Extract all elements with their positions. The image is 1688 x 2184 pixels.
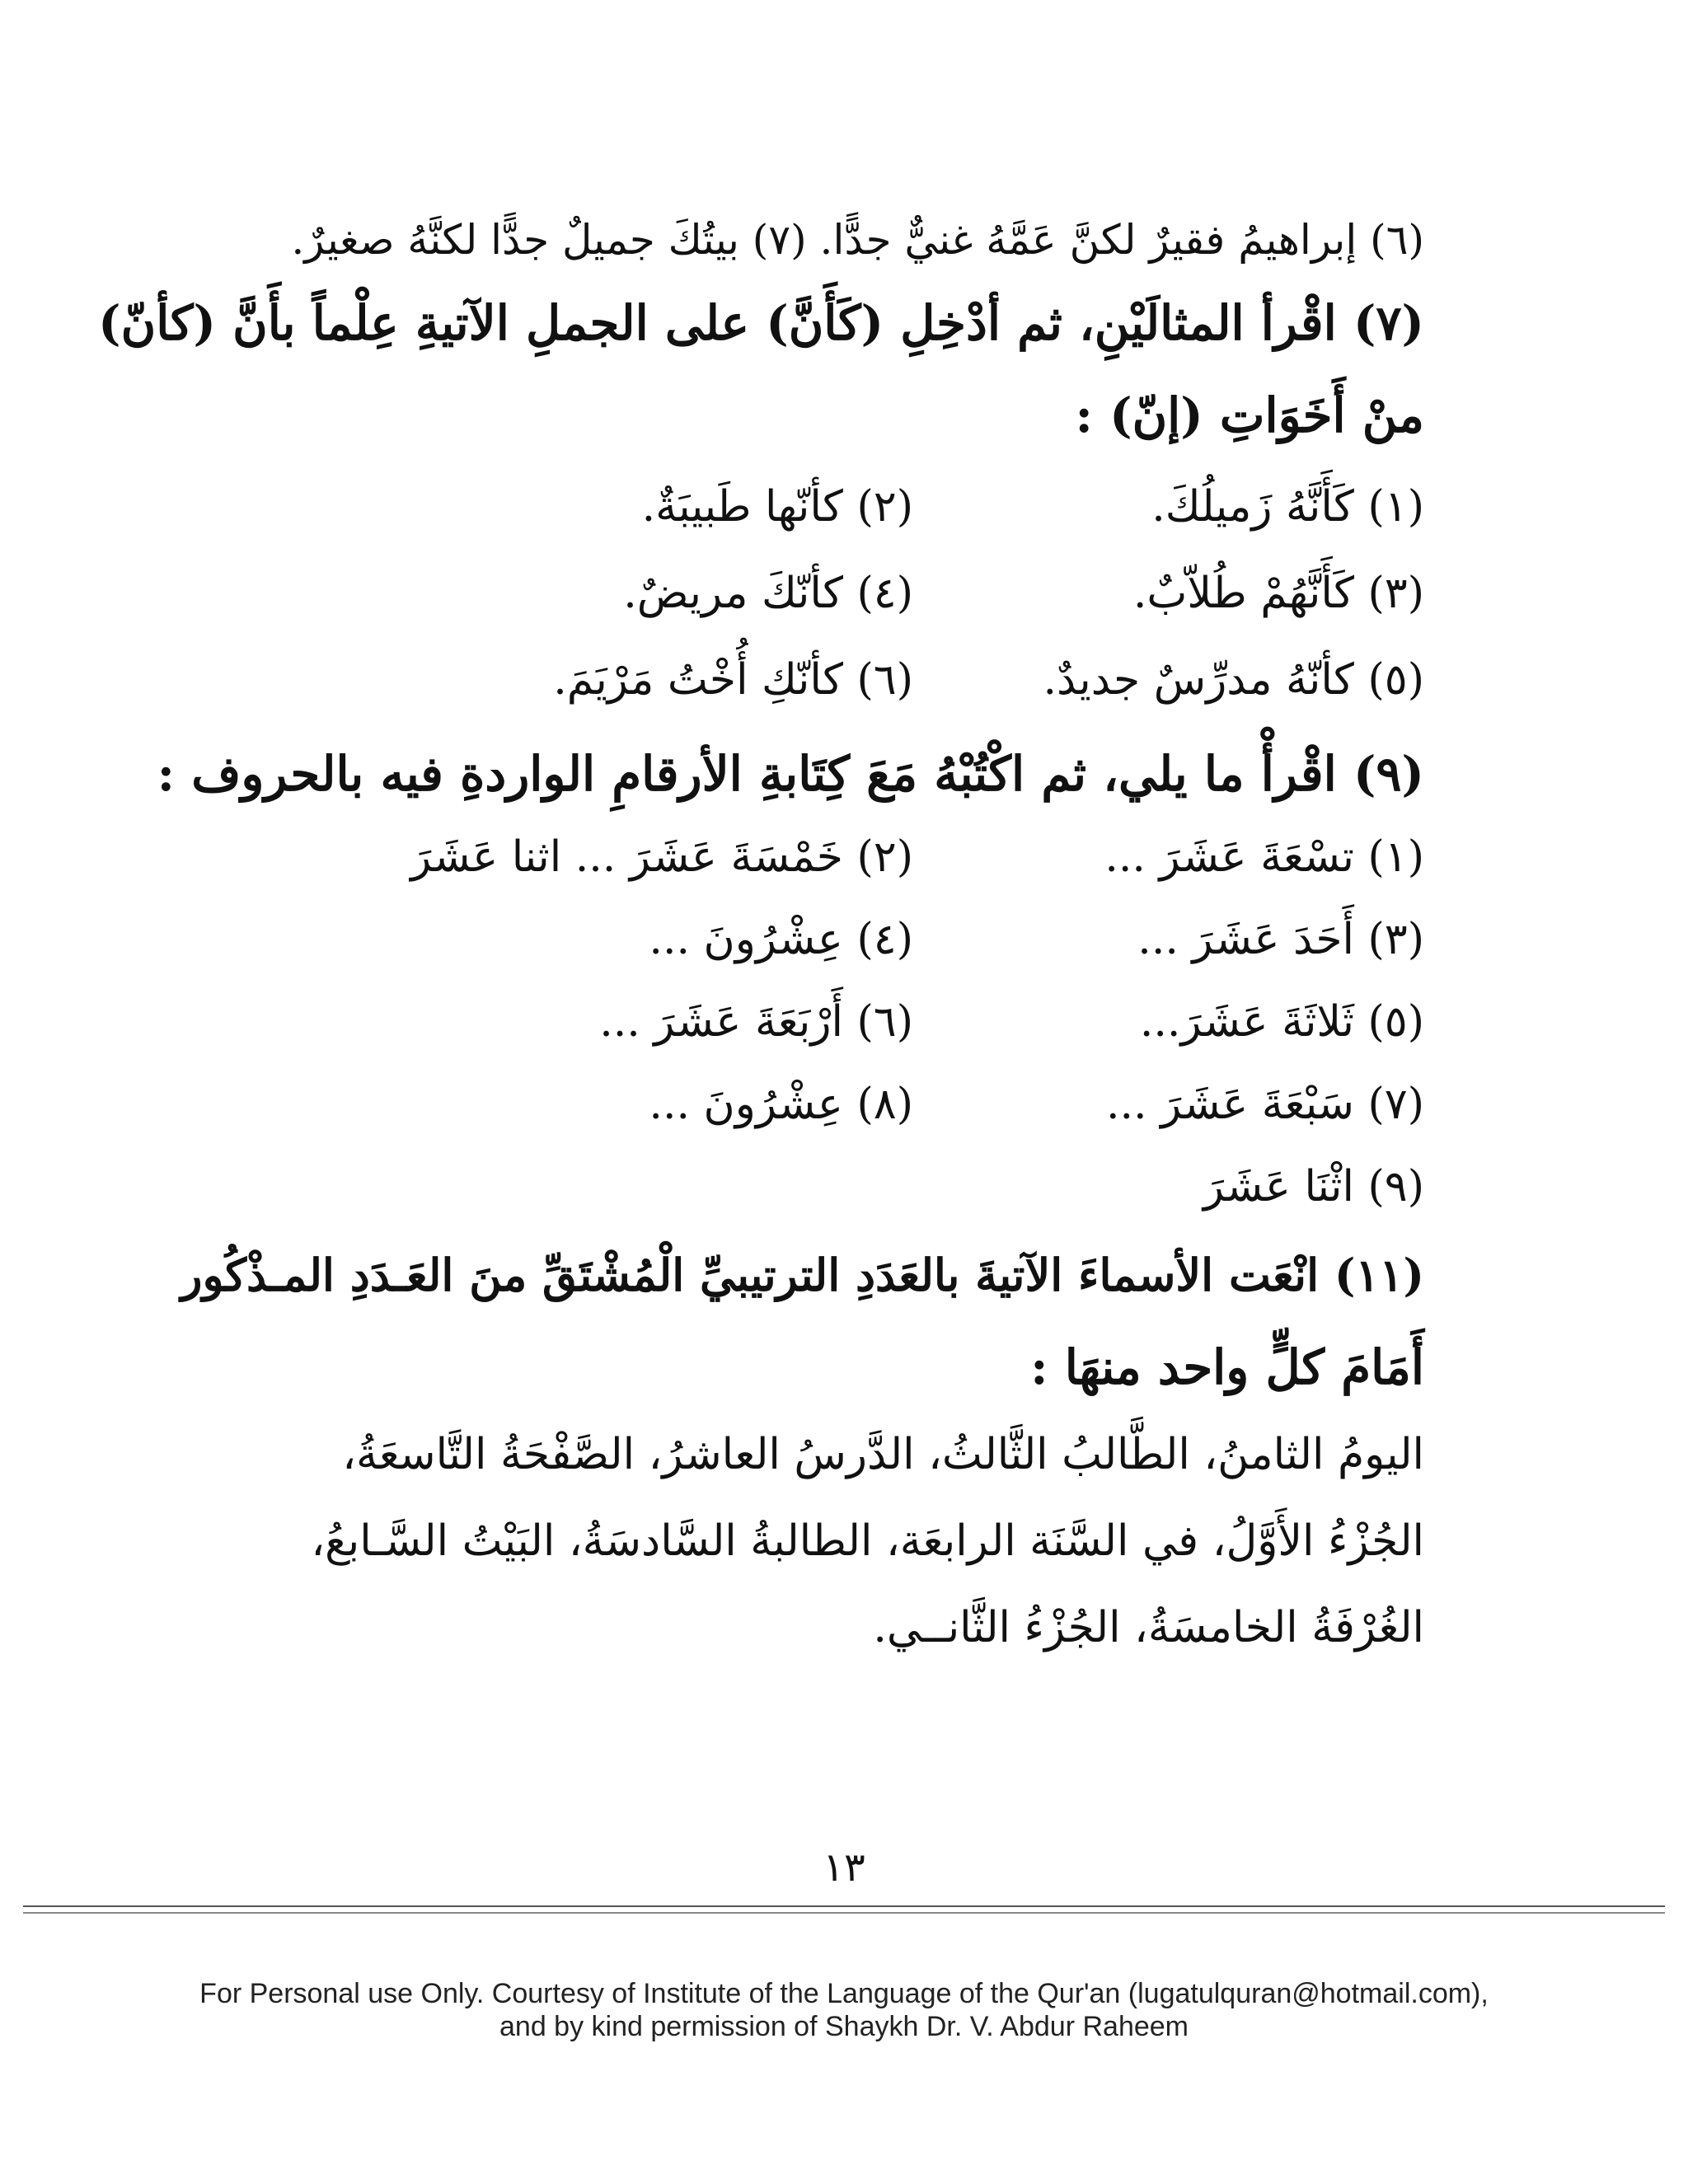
exercise-9-item: (٣) أَحَدَ عَشَرَ ... bbox=[1137, 915, 1424, 964]
exercise-7-item: (٦) كأنّكِ أُخْتُ مَرْيَمَ. bbox=[553, 655, 913, 705]
exercise-7-item: (٣) كَأَنَّهُمْ طُلاّبٌ. bbox=[1132, 569, 1424, 618]
footer-credit-line: For Personal use Only. Courtesy of Institute of the Language of the Qur'an (lugatulquran@hotmail.com), bbox=[199, 1978, 1489, 2009]
exercise-7-item: (١) كَأَنَّهُ زَميلُكَ. bbox=[1151, 482, 1424, 532]
exercise-11-body-line: الغُرْفَةُ الخامسَةُ، الجُزْءُ الثَّانــي. bbox=[873, 1603, 1424, 1652]
exercise-7-heading: (٧) اقْرأ المثالَيْنِ، ثم أدْخِلِ (كَأَنَّ) على الجملِ الآتيةِ عِلْماً بأَنَّ (كأنّ) bbox=[98, 295, 1424, 351]
exercise-9-item: (٧) سَبْعَةَ عَشَرَ ... bbox=[1105, 1080, 1424, 1129]
exercise-9-item: (٤) عِشْرُونَ ... bbox=[649, 915, 913, 964]
exercise-9-row bbox=[254, 832, 1424, 882]
page-number: ١٣ bbox=[823, 1844, 865, 1891]
exercise-9-row bbox=[254, 997, 1424, 1047]
exercise-7-item: (٥) كأنّهُ مدرِّسٌ جديدٌ. bbox=[1043, 655, 1424, 705]
footer-divider bbox=[23, 1905, 1665, 1907]
exercise-11-body-line: اليومُ الثامنُ، الطَّالبُ الثَّالثُ، الدَّرسُ العاشرُ، الصَّفْحَةُ التَّاسعَةُ، bbox=[342, 1430, 1424, 1479]
exercise-7-row bbox=[254, 569, 1424, 618]
exercise-9-item: (٦) أَرْبَعَةَ عَشَرَ ... bbox=[599, 997, 913, 1047]
exercise-9-row bbox=[254, 915, 1424, 964]
exercise-9-item: (٢) خَمْسَةَ عَشَرَ ... اثنا عَشَرَ bbox=[410, 832, 913, 882]
exercise-9-item: (١) تسْعَةَ عَشَرَ ... bbox=[1104, 832, 1424, 882]
exercise-9-heading: (٩) اقْرأْ ما يلي، ثم اكْتُبْهُ مَعَ كِتَابةِ الأرقامِ الواردةِ فيه بالحروف : bbox=[157, 746, 1424, 802]
exercise-9-item: (٩) اثْنَا عَشَرَ bbox=[1203, 1162, 1424, 1212]
footer-credit-line: and by kind permission of Shaykh Dr. V. Abdur Raheem bbox=[499, 2011, 1189, 2042]
exercise-7-row bbox=[254, 655, 1424, 705]
exercise-9-row bbox=[254, 1162, 1424, 1212]
exercise-7-heading-continued: منْ أَخَوَاتِ (إنّ) : bbox=[1075, 387, 1424, 443]
exercise-7-item: (٢) كأنّها طَبيبَةٌ. bbox=[641, 482, 913, 532]
exercise-7-item: (٤) كأنّكَ مريضٌ. bbox=[623, 569, 913, 618]
exercise-9-item: (٥) ثَلاثَةَ عَشَرَ... bbox=[1139, 997, 1424, 1047]
example-sentence-line: (٦) إبراهيمُ فقيرٌ لكنَّ عَمَّهُ غنيٌّ جدًّا. (٧) بيتُكَ جميلٌ جدًّا لكنَّهُ صغيرٌ. bbox=[291, 216, 1424, 264]
footer-divider bbox=[23, 1912, 1665, 1914]
exercise-11-body-line: الجُزْءُ الأَوَّلُ، في السَّنَة الرابعَة، الطالبةُ السَّادسَةُ، البَيْتُ السَّـابعُ، bbox=[311, 1516, 1424, 1566]
exercise-11-heading-continued: أَمَامَ كلٍّ واحد منهَا : bbox=[1030, 1339, 1424, 1395]
exercise-11-heading: (١١) انْعَت الأسماءَ الآتيةَ بالعَدَدِ الترتيبيِّ الْمُشْتَقِّ منَ العَـدَدِ المـذْكُور bbox=[181, 1249, 1424, 1301]
exercise-9-item: (٨) عِشْرُونَ ... bbox=[649, 1080, 913, 1129]
exercise-7-row bbox=[254, 482, 1424, 532]
exercise-9-row bbox=[254, 1080, 1424, 1129]
